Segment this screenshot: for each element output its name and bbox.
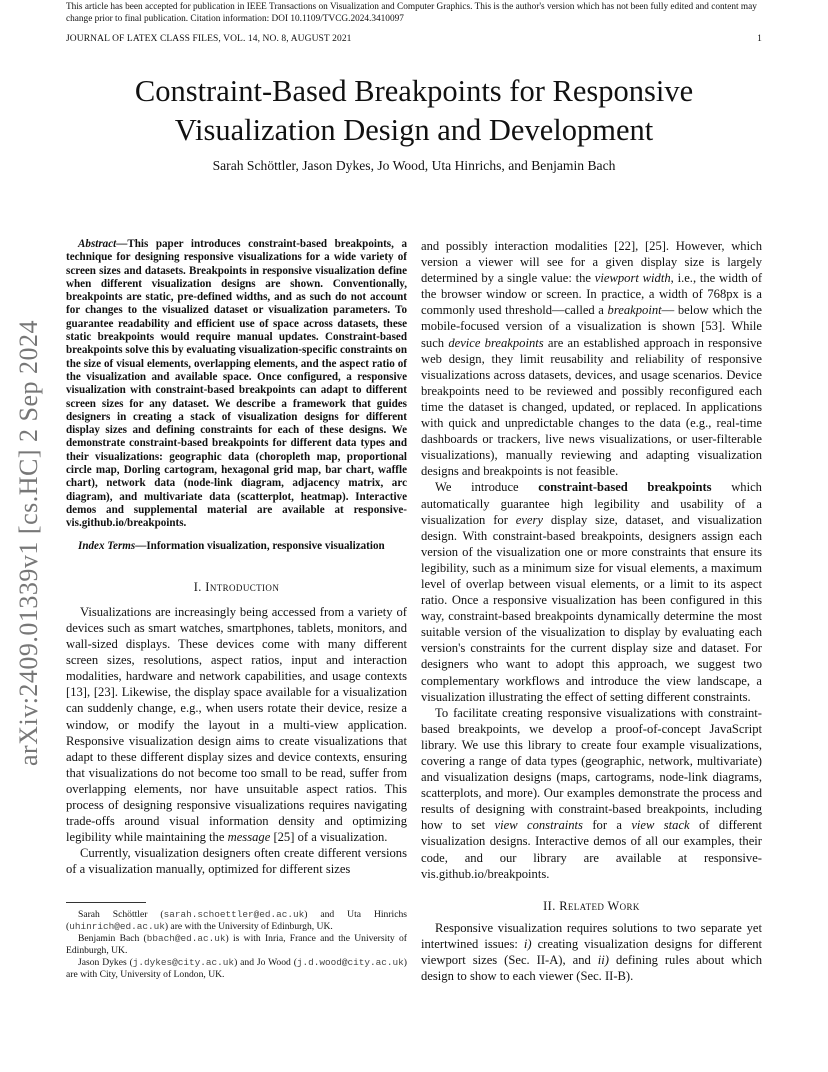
text-run: and possibly interaction modalities [22], [25]. However, which version a viewer will see for a given display size is largely determined by a single value: the [421, 239, 762, 286]
paragraph [66, 604, 407, 845]
text-run: which automatically guarantee high legibility and usability of a visualization for [421, 480, 762, 527]
section-heading-related-work [421, 898, 762, 914]
text-run: creating visualization designs for different viewport sizes (Sec. II-A), and [421, 936, 762, 968]
journal-line: JOURNAL OF LATEX CLASS FILES, VOL. 14, NO. 8, AUGUST 2021 [66, 34, 352, 44]
email-link[interactable]: j.dykes@city.ac.uk [132, 956, 235, 968]
emphasis: i) [523, 936, 532, 951]
text-run: defining rules about which design to show to each viewer (Sec. II-B). [421, 953, 763, 984]
footnote [66, 909, 407, 933]
text-run: Sarah Schöttler ( [78, 908, 164, 920]
paragraph [421, 238, 762, 479]
emphasis: message [227, 830, 271, 845]
text-run: ) and Jo Wood ( [234, 956, 297, 968]
abstract-text: —This paper introduces constraint-based breakpoints, a technique for designing responsive visualizations for a wide variety of screen sizes and datasets. Breakpoints in responsive visualization define when different visualization designs are shown. Conventionally, breakpoints are static, pre-defined widths, and as such do not account for changes to the visualized dataset or visualization parameters. To guarantee readability and efficient use of space across datasets, these static breakpoints would require manual updates. Constraint-based breakpoints solve this by evaluating visualization-specific constraints on the size of visual elements, overlapping elements, and the aspect ratio of the visualization and available space. Once configured, a responsive visualization with constraint-based breakpoints can adapt to different screen sizes for any dataset. We describe a framework that guides designers in creating a stack of visualization designs for different display sizes and defining constraints for each of these designs. We demonstrate constraint-based breakpoints for different data types and their visualizations: geographic data (choropleth map, proportional circle map, Dorling cartogram, hexagonal grid map, bar chart, waffle chart), network data (node-link diagram, adjacency matrix, arc diagram), and multivariate data (scatterplot, heatmap). Interactive demos and supplemental material are available at responsive-vis.github.io/breakpoints. [66, 238, 407, 530]
emphasis: view stack [631, 818, 690, 833]
text-run: ) are with the University of Edinburgh, UK. [164, 920, 333, 932]
text-run: Responsive visualization requires solutions to two separate yet intertwined issues: [421, 920, 762, 951]
emphasis: device breakpoints [448, 335, 544, 350]
bold-term: constraint-based breakpoints [538, 480, 712, 495]
emphasis: view constraints [494, 818, 583, 833]
text-run: , i.e., the width of the browser window or screen. In practice, a width of 768px is a commonly used threshold—called a [421, 271, 763, 318]
left-column [66, 238, 407, 981]
publication-notice: This article has been accepted for publication in IEEE Transactions on Visualization and Computer Graphics. This is the author's version which has not been fully edited and content may change prior to final publication. Citation information: DOI 10.1109/TVCG.2024.3410097 [66, 2, 757, 24]
index-terms-lead: Index Terms [78, 539, 136, 552]
section-heading-introduction [66, 579, 407, 595]
text-run: of different visualization designs. Interactive demos of all our examples, their code, and our library are available at responsive-vis.github.io/breakpoints. [421, 818, 762, 881]
paper-title: Constraint-Based Breakpoints for Responsive Visualization Design and Development [134, 74, 694, 147]
text-run: Visualizations are increasingly being accessed from a variety of devices such as smart watches, smartphones, tablets, monitors, and wall-sized displays. These devices come with many different screen sizes, resolutions, aspect ratios, input and interaction modalities, hardware and network capabilities, and usage contexts [13], [23]. Likewise, the display space available for a visualization can suddenly change, e.g., when users rotate their device, resize a window, or modify the layout in a multi-view application. Responsive visualization design aims to create visualizations that adapt to these different display sizes and device contexts, ensuring that visualizations do not become too small to be read, suffer from overlapping elements, nor have unsuitable aspect ratios. This process of designing responsive visualizations requires navigating trade-offs around visual information density and optimizing legibility while maintaining the [66, 604, 407, 845]
email-link[interactable]: sarah.schoettler@ed.ac.uk [163, 908, 305, 920]
text-run: for a [592, 818, 622, 833]
email-link[interactable]: j.d.wood@city.ac.uk [296, 956, 404, 968]
right-column [421, 238, 762, 984]
email-link[interactable]: uhinrich@ed.ac.uk [69, 920, 165, 932]
section-number: I. [193, 579, 206, 594]
index-terms-text: —Information visualization, responsive visualization [135, 539, 385, 552]
text-run: To facilitate creating responsive visualizations with constraint-based breakpoints, we develop a proof-of-concept JavaScript library. We use this library to create four example visualizations, covering a range of data types (geographic, network, multivariate) and visualization designs (maps, cartograms, node-link diagrams, scatterplots, and more). Our examples demonstrate the process and results of designing with constraint-based breakpoints, including how to set [421, 705, 762, 833]
footnotes [66, 909, 407, 981]
text-run: [25] of a visualization. [273, 830, 388, 845]
emphasis: ii) [597, 953, 609, 968]
text-run: We introduce [435, 480, 519, 495]
emphasis: viewport width [594, 271, 671, 286]
text-run: Benjamin Bach ( [78, 932, 147, 944]
paragraph: Currently, visualization designers often create different versions of a visualization manually, optimized for different sizes [66, 846, 407, 877]
text-run: ) and Uta Hinrichs ( [66, 908, 407, 932]
section-title: Introduction [205, 579, 280, 594]
text-run: ) are with City, University of London, UK. [66, 956, 407, 980]
paragraph [421, 479, 762, 704]
text-run: — below which the mobile-focused version of a visualization is shown [53]. While such [421, 303, 763, 350]
index-terms [66, 540, 407, 553]
paragraph [421, 920, 762, 984]
abstract-lead: Abstract [78, 238, 117, 250]
author-list: Sarah Schöttler, Jason Dykes, Jo Wood, Uta Hinrichs, and Benjamin Bach [212, 158, 616, 173]
text-run: ) is with Inria, France and the University of Edinburgh, UK. [66, 932, 407, 956]
text-run: display size, dataset, and visualization design. With constraint-based breakpoints, designers assign each version of the visualization one or more constraints that ensure its legibility, such as a minimum size for visual elements, a maximum level of overlap between visual elements, or a limit to its aspect ratio. Once a responsive visualization has been configured in this way, constraint-based breakpoints dynamically determine the most suitable version of the visualization to display by evaluating each version's constraints for the current display size and dataset. For designers who want to adopt this approach, we suggest two complementary workflows and introduce the view landscape, a visualization illustrating the effect of setting different constraints. [421, 512, 763, 704]
paragraph [421, 705, 762, 882]
footnote-rule [66, 902, 146, 903]
section-title: Related Work [559, 898, 640, 913]
footnote [66, 957, 407, 981]
running-head [66, 34, 762, 44]
emphasis: every [515, 512, 544, 527]
emphasis: breakpoint [607, 303, 662, 318]
arxiv-identifier: arXiv:2409.01339v1 [cs.HC] 2 Sep 2024 [14, 319, 43, 766]
text-run: Jason Dykes ( [78, 956, 133, 968]
footnote [66, 933, 407, 957]
abstract [66, 238, 407, 531]
text-run: are an established approach in responsive web design, they limit reusability and reliability of responsive visualizations across datasets, devices, and usage scenarios. Device breakpoints need to be reviewed and possibly reconfigured each time the dataset is changed, updated, or replaced. In applications with quick and unpredictable changes to the data (e.g., real-time dashboards or trackers, live news visualizations, or user-filterable visualizations), manually reviewing and adapting visualization designs and breakpoints is not feasible. [421, 335, 762, 479]
section-number: II. [543, 898, 560, 913]
email-link[interactable]: bbach@ed.ac.uk [146, 932, 226, 944]
page-number: 1 [757, 34, 762, 44]
